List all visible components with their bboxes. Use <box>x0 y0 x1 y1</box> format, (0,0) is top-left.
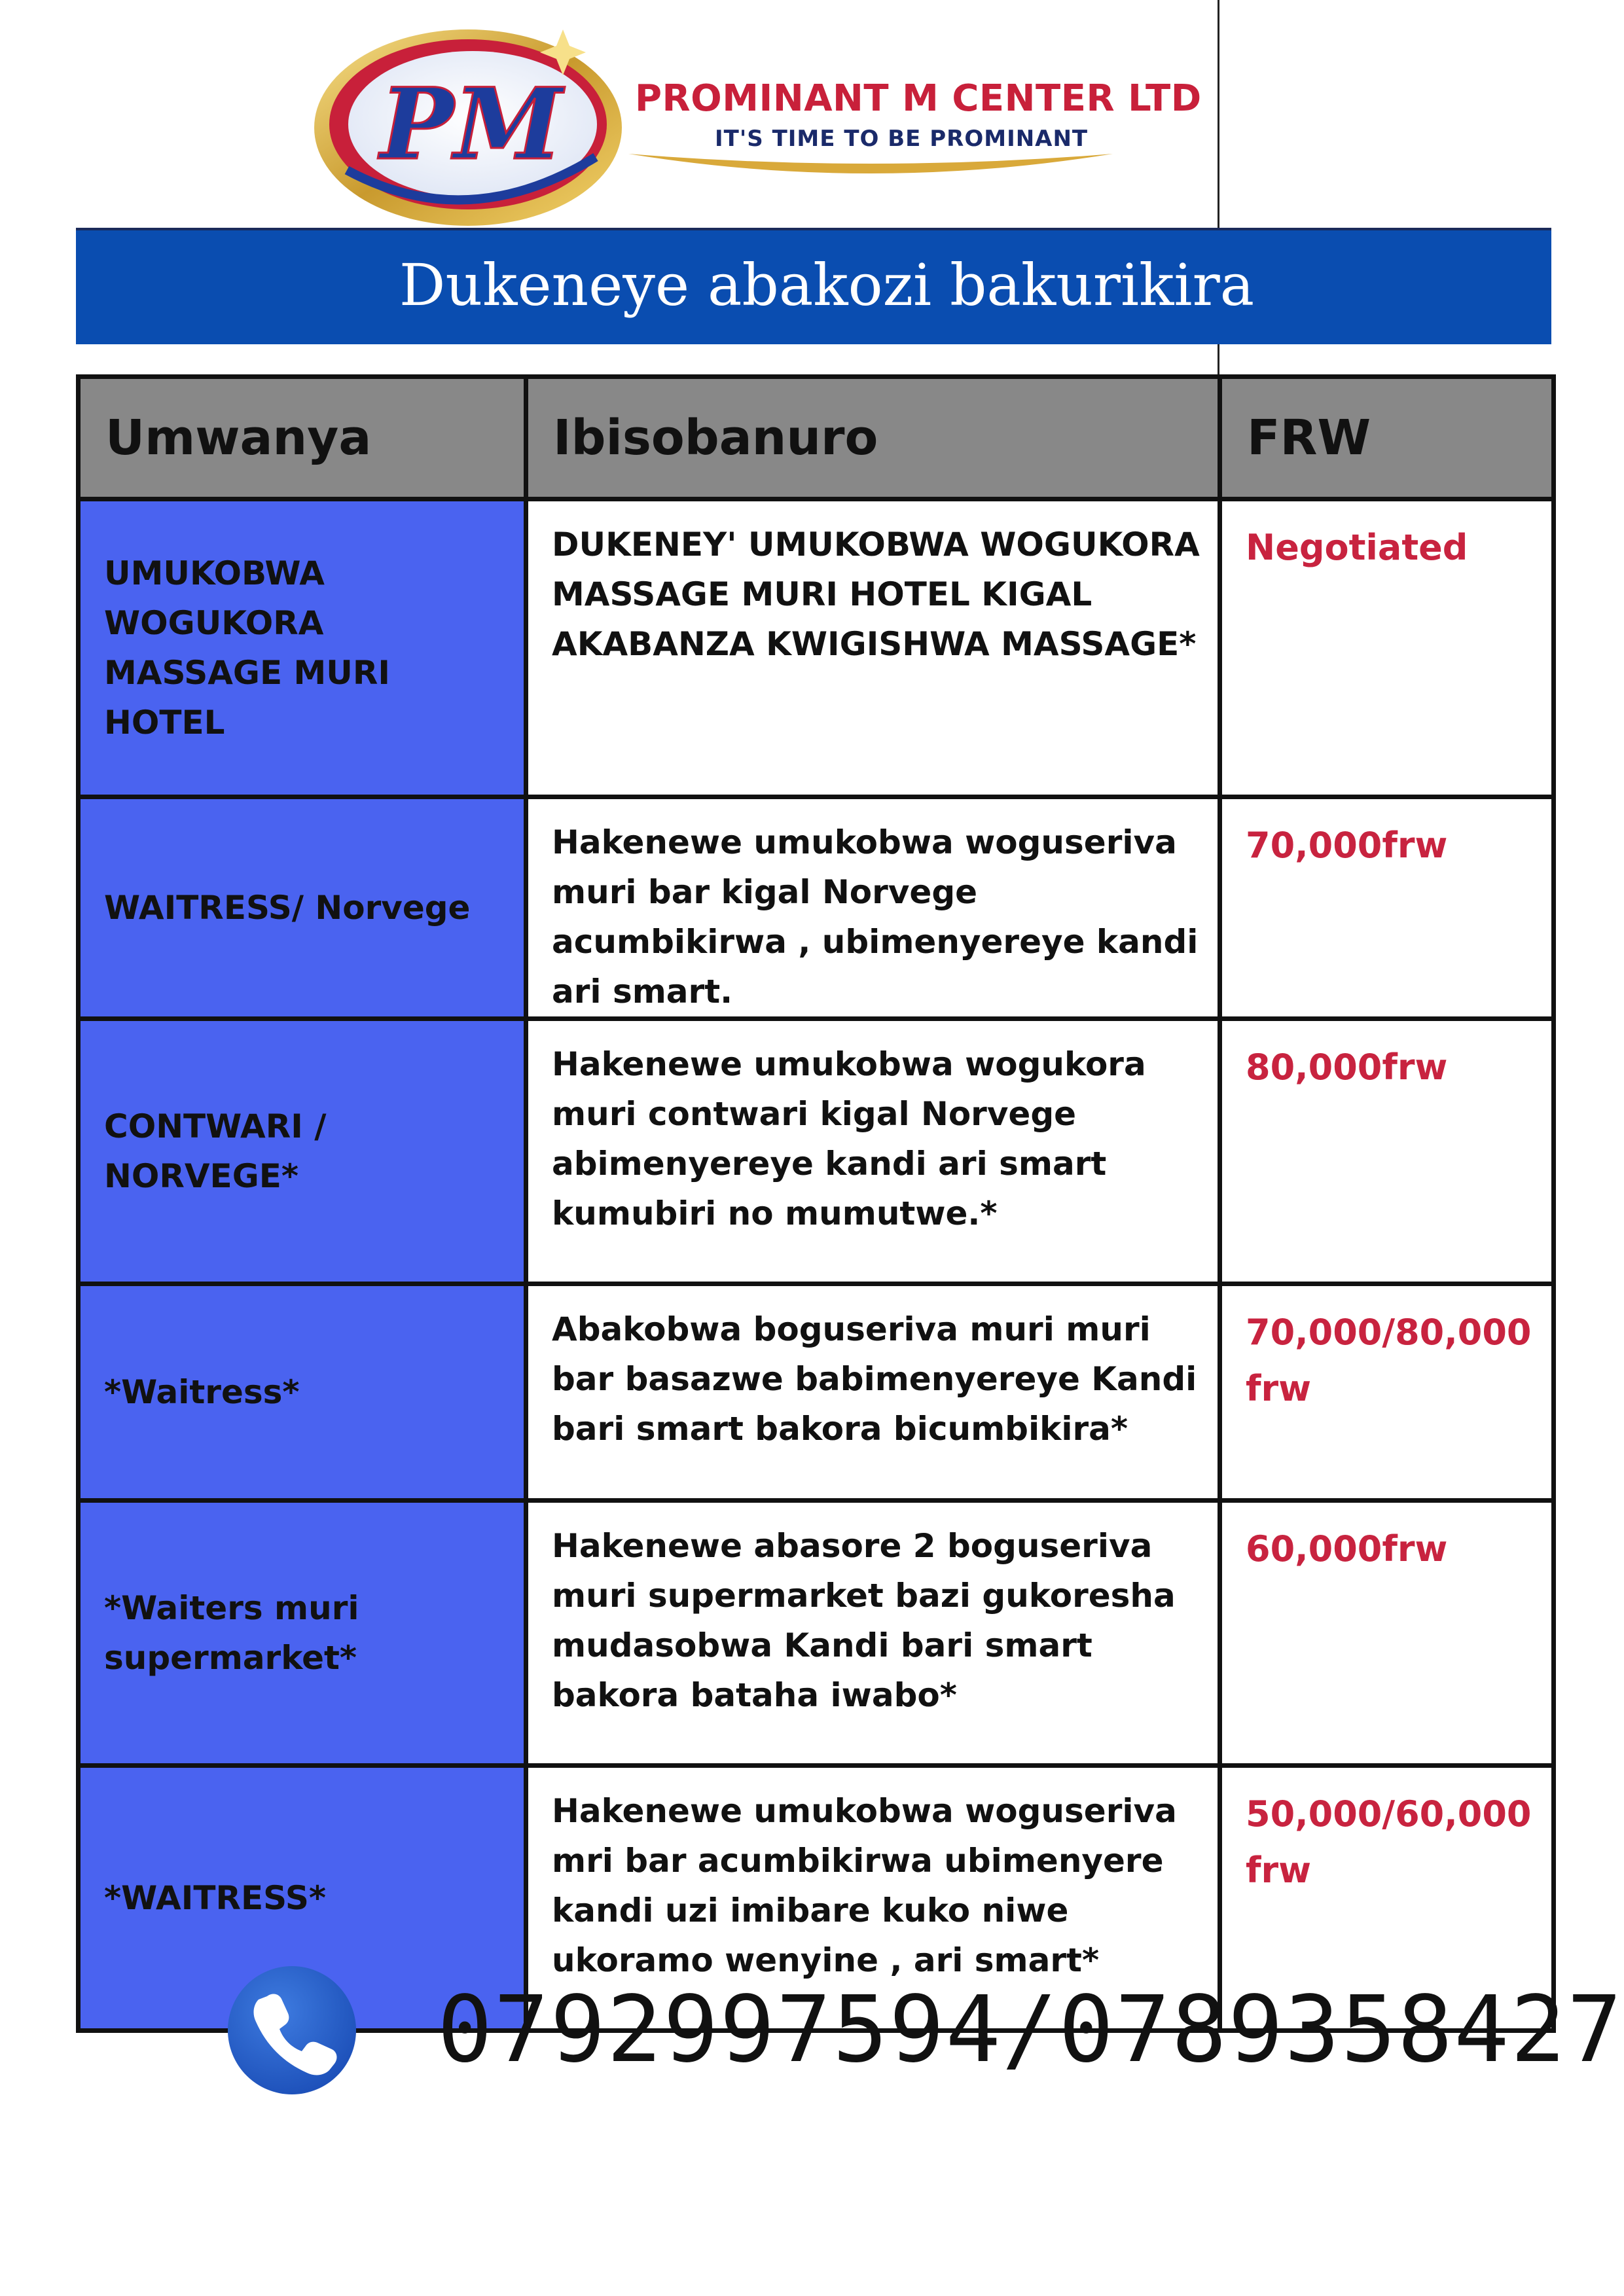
position-cell: *WAITRESS* <box>79 1766 526 2031</box>
position-cell: CONTWARI / NORVEGE* <box>79 1019 526 1284</box>
description-cell: Hakenewe umukobwa woguseriva muri bar kigal Norvege acumbikirwa , ubimenyereye kandi ari smart. <box>526 797 1220 1019</box>
table-row <box>79 1501 1554 1766</box>
table-header-row <box>79 377 1554 499</box>
column-header-description: Ibisobanuro <box>526 377 1220 499</box>
price-cell: 70,000/80,000frw <box>1220 1284 1554 1501</box>
company-name: PROMINANT M CENTER LTD <box>635 77 1202 120</box>
column-header-price: FRW <box>1220 377 1554 499</box>
table-row <box>79 499 1554 797</box>
table-row <box>79 1284 1554 1501</box>
column-header-position: Umwanya <box>79 377 526 499</box>
description-cell: DUKENEY' UMUKOBWA WOGUKORA MASSAGE MURI HOTEL KIGAL AKABANZA KWIGISHWA MASSAGE* <box>526 499 1220 797</box>
position-cell: *Waitress* <box>79 1284 526 1501</box>
price-cell: 70,000frw <box>1220 797 1554 1019</box>
company-logo <box>308 20 628 236</box>
page-title: Dukeneye abakozi bakurikira <box>399 251 1255 319</box>
price-cell: Negotiated <box>1220 499 1554 797</box>
price-cell: 50,000/60,000frw <box>1220 1766 1554 2031</box>
title-banner <box>76 228 1551 344</box>
position-cell: *Waiters muri supermarket* <box>79 1501 526 1766</box>
price-cell: 80,000frw <box>1220 1019 1554 1284</box>
tagline-swoosh <box>628 147 1113 187</box>
price-cell: 60,000frw <box>1220 1501 1554 1766</box>
description-cell: Abakobwa boguseriva muri muri bar basazwe babimenyereye Kandi bari smart bakora bicumbikira* <box>526 1284 1220 1501</box>
logo-mark: PM <box>380 67 563 182</box>
description-cell: Hakenewe umukobwa wogukora muri contwari kigal Norvege abimenyereye kandi ari smart kumubiri no mumutwe.* <box>526 1019 1220 1284</box>
position-cell: UMUKOBWA WOGUKORA MASSAGE MURI HOTEL <box>79 499 526 797</box>
table-row <box>79 797 1554 1019</box>
phone-numbers: 0792997594/0789358427 <box>437 1977 1624 2083</box>
jobs-table <box>76 374 1556 2033</box>
description-cell: Hakenewe abasore 2 boguseriva muri supermarket bazi gukoresha mudasobwa Kandi bari smart bakora bataha iwabo* <box>526 1501 1220 1766</box>
description-cell: Hakenewe umukobwa woguseriva mri bar acumbikirwa ubimenyere kandi uzi imibare kuko niwe ukoramo wenyine , ari smart* <box>526 1766 1220 2031</box>
position-cell: WAITRESS/ Norvege <box>79 797 526 1019</box>
company-tagline: IT'S TIME TO BE PROMINANT <box>715 126 1089 152</box>
table-row <box>79 1019 1554 1284</box>
phone-icon <box>226 1965 357 2096</box>
